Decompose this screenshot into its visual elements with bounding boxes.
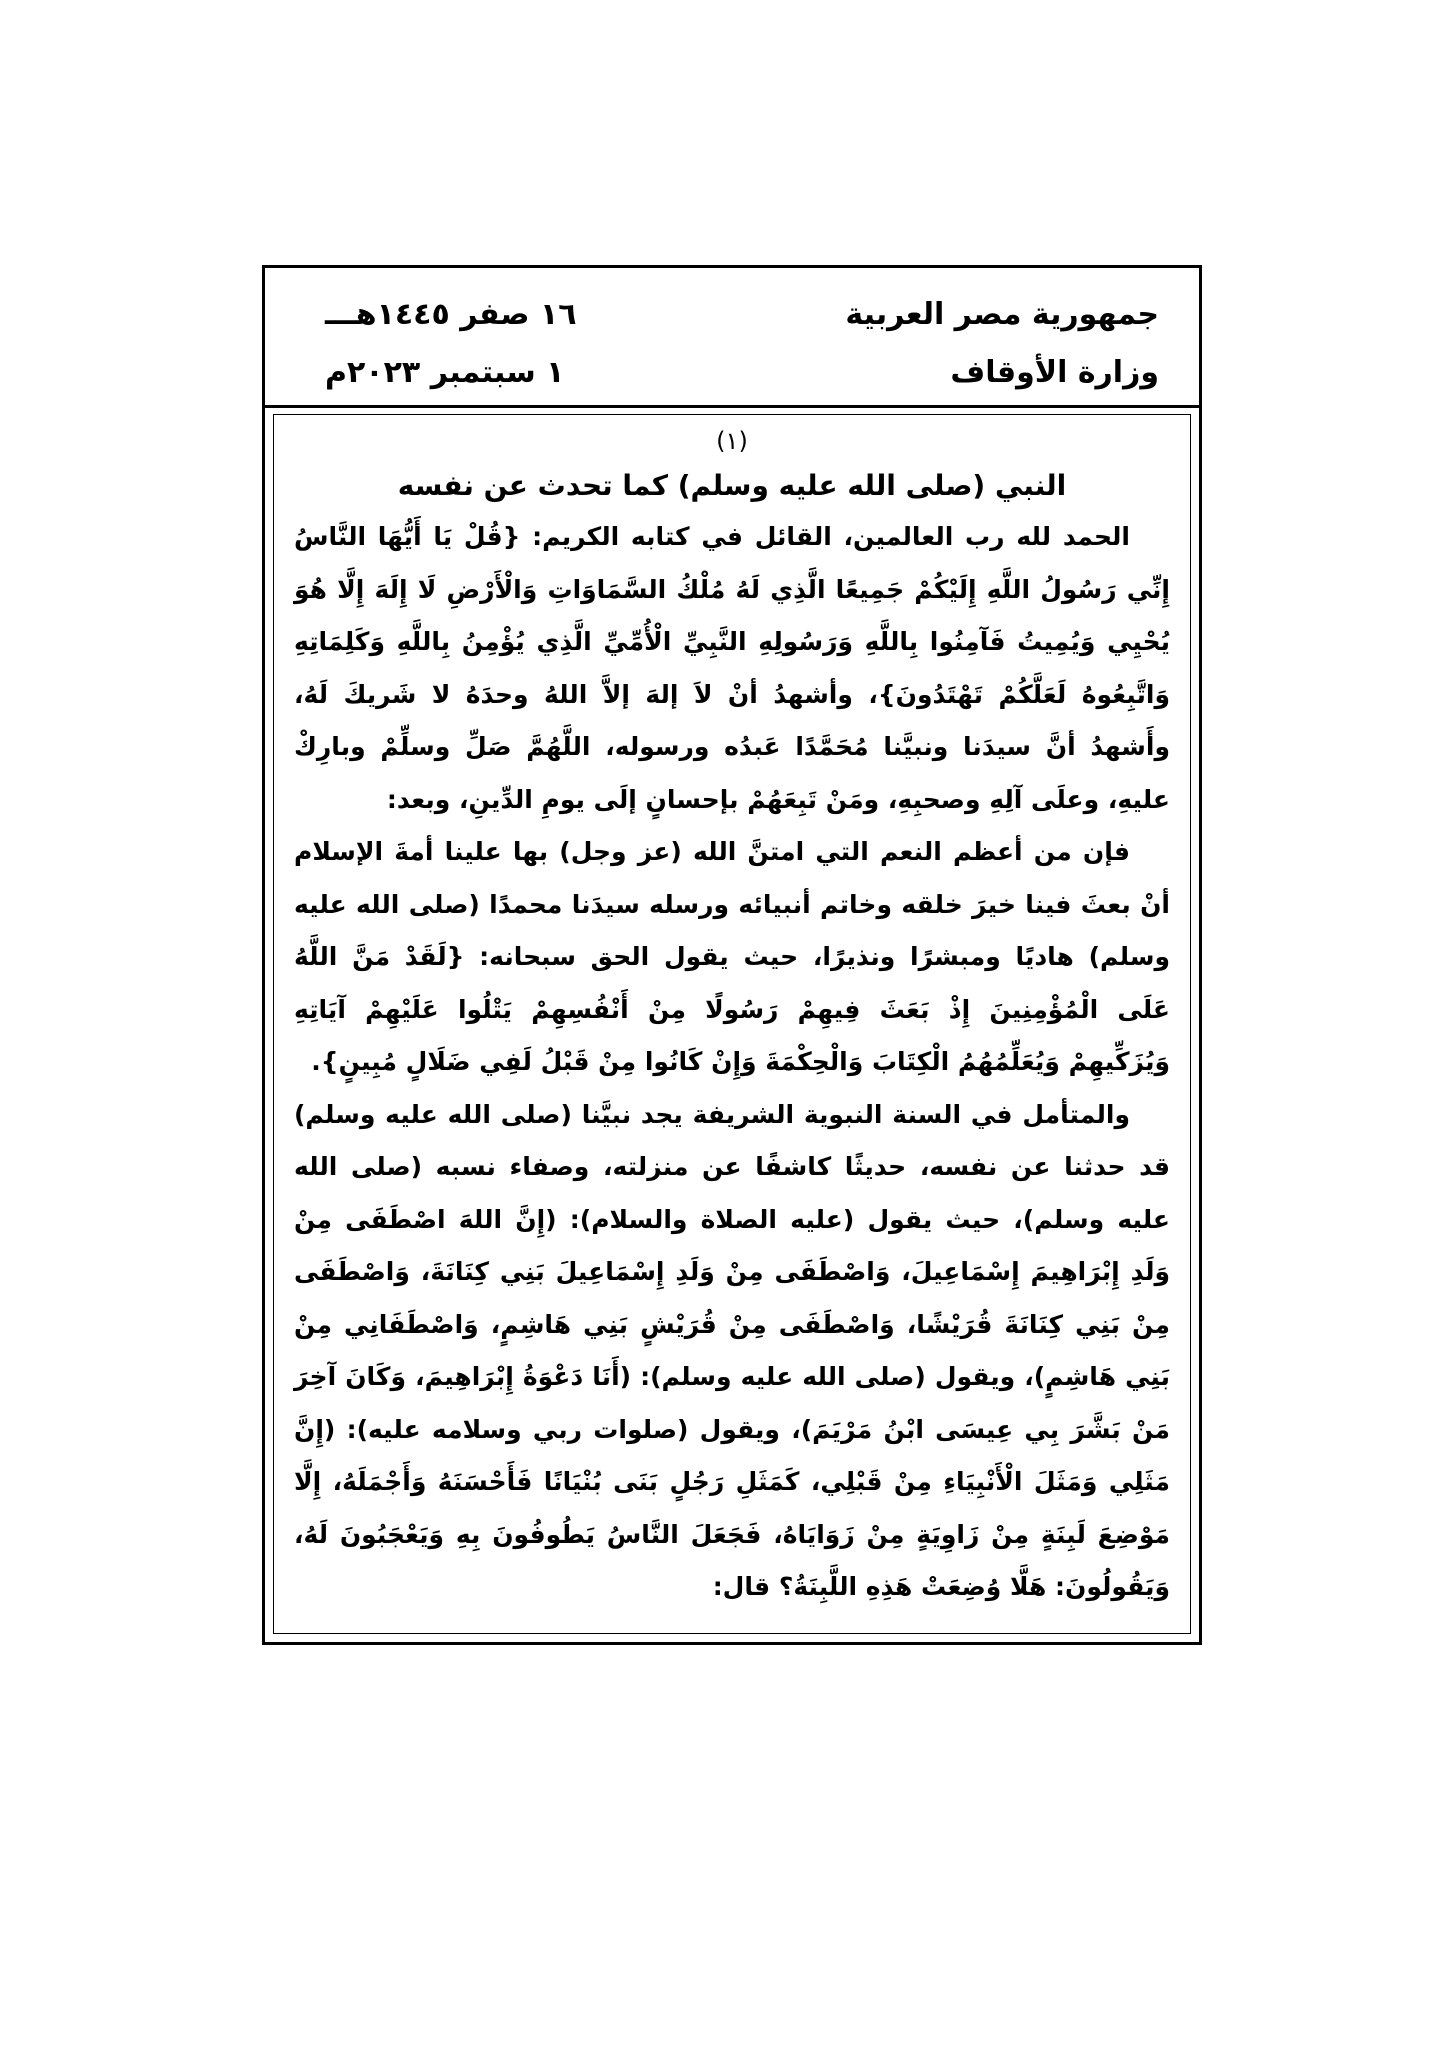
ministry-name: وزارة الأوقاف — [950, 355, 1159, 390]
hijri-date: ١٦ صفر ١٤٤٥هـــ — [325, 297, 577, 332]
country-name: جمهورية مصر العربية — [845, 297, 1159, 332]
sermon-title: النبي (صلى الله عليه وسلم) كما تحدث عن نفسه — [397, 469, 1067, 502]
sermon-content — [274, 415, 1190, 1614]
gregorian-date: ١ سبتمبر ٢٠٢٣م — [325, 355, 565, 390]
header-dates — [325, 286, 577, 402]
sermon-number: (١) — [716, 427, 748, 455]
sermon-box — [273, 414, 1191, 1634]
page-header — [265, 268, 1199, 408]
header-issuer — [845, 286, 1159, 402]
paragraph: الحمد لله رب العالمين، القائل في كتابه الكريم: {قُلْ يَا أَيُّهَا النَّاسُ إِنِّي رَسُولُ اللَّهِ إِلَيْكُمْ جَمِيعًا الَّذِي لَهُ مُلْكُ السَّمَاوَاتِ وَالْأَرْضِ لَا إِلَهَ إِلَّا هُوَ يُحْيِي وَيُمِيتُ فَآمِنُوا بِاللَّهِ وَرَسُولِهِ النَّبِيِّ الْأُمِّيِّ الَّذِي يُؤْمِنُ بِاللَّهِ وَكَلِمَاتِهِ وَاتَّبِعُوهُ لَعَلَّكُمْ تَهْتَدُونَ}، وأشهدُ أنْ لاَ إلهَ إلاَّ اللهُ وحدَهُ لا شَريكَ لَهُ، وأَشهدُ أنَّ سيدَنا ونبيَّنا مُحَمَّدًا عَبدُه ورسوله، اللَّهُمَّ صَلِّ وسلِّمْ وبارِكْ عليهِ، وعلَى آلِهِ وصحبِهِ، ومَنْ تَبِعَهُمْ بإحسانٍ إلَى يومِ الدِّينِ، وبعد: — [294, 522, 1170, 814]
page-frame — [262, 265, 1202, 1645]
paragraph: فإن من أعظم النعم التي امتنَّ الله (عز وجل) بها علينا أمةَ الإسلام أنْ بعثَ فينا خيرَ خلقه وخاتم أنبيائه ورسله سيدَنا محمدًا (صلى الله عليه وسلم) هاديًا ومبشرًا ونذيرًا، حيث يقول الحق سبحانه: {لَقَدْ مَنَّ اللَّهُ عَلَى الْمُؤْمِنِينَ إِذْ بَعَثَ فِيهِمْ رَسُولًا مِنْ أَنْفُسِهِمْ يَتْلُوا عَلَيْهِمْ آيَاتِهِ وَيُزَكِّيهِمْ وَيُعَلِّمُهُمُ الْكِتَابَ وَالْحِكْمَةَ وَإِنْ كَانُوا مِنْ قَبْلُ لَفِي ضَلَالٍ مُبِينٍ}. — [294, 837, 1170, 1076]
paragraph: والمتأمل في السنة النبوية الشريفة يجد نبيَّنا (صلى الله عليه وسلم) قد حدثنا عن نفسه، حديثًا كاشفًا عن منزلته، وصفاء نسبه (صلى الله عليه وسلم)، حيث يقول (عليه الصلاة والسلام): (إِنَّ اللهَ اصْطَفَى مِنْ وَلَدِ إِبْرَاهِيمَ إِسْمَاعِيلَ، وَاصْطَفَى مِنْ وَلَدِ إِسْمَاعِيلَ بَنِي كِنَانَةَ، وَاصْطَفَى مِنْ بَنِي كِنَانَةَ قُرَيْشًا، وَاصْطَفَى مِنْ قُرَيْشٍ بَنِي هَاشِمٍ، وَاصْطَفَانِي مِنْ بَنِي هَاشِمٍ)، ويقول (صلى الله عليه وسلم): (أَنَا دَعْوَةُ إِبْرَاهِيمَ، وَكَانَ آخِرَ مَنْ بَشَّرَ بِي عِيسَى ابْنُ مَرْيَمَ)، ويقول (صلوات ربي وسلامه عليه): (إِنَّ مَثَلِي وَمَثَلَ الْأَنْبِيَاءِ مِنْ قَبْلِي، كَمَثَلِ رَجُلٍ بَنَى بُنْيَانًا فَأَحْسَنَهُ وَأَجْمَلَهُ، إِلَّا مَوْضِعَ لَبِنَةٍ مِنْ زَاوِيَةٍ مِنْ زَوَايَاهُ، فَجَعَلَ النَّاسُ يَطُوفُونَ بِهِ وَيَعْجَبُونَ لَهُ، وَيَقُولُونَ: هَلَّا وُضِعَتْ هَذِهِ اللَّبِنَةُ؟ قال: — [294, 1099, 1170, 1601]
